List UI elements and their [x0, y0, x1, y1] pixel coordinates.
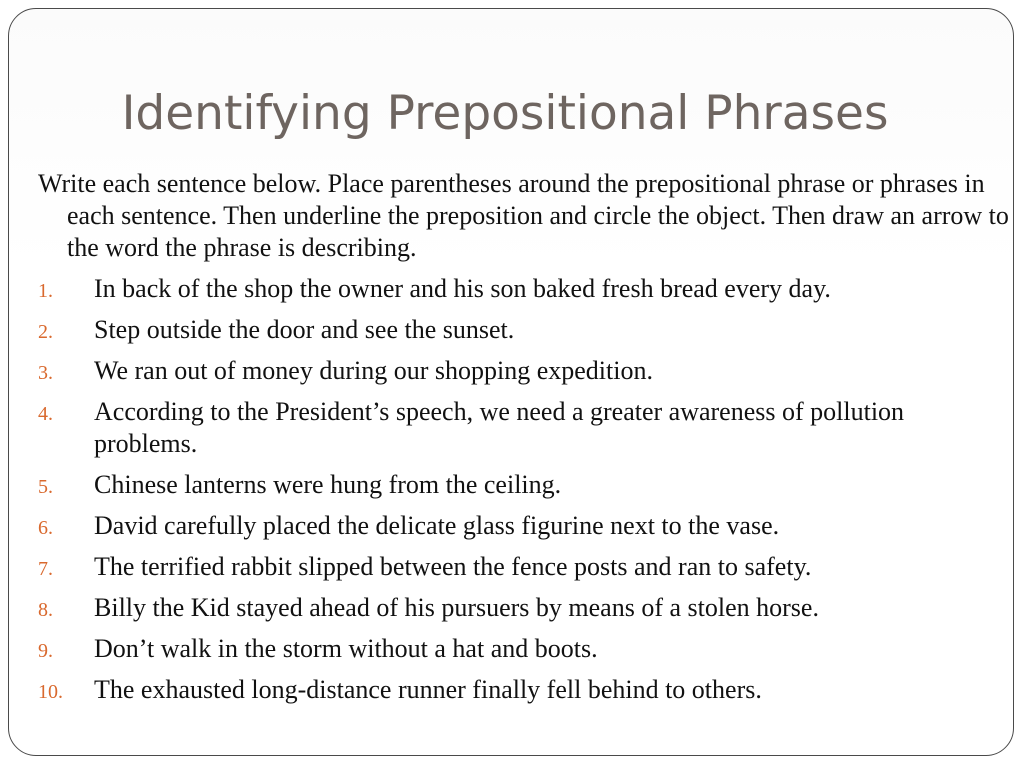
list-item-text: According to the President’s speech, we need a greater awareness of pollution problems.	[94, 397, 905, 458]
list-item-number: 10.	[38, 681, 63, 703]
list-item-text: Step outside the door and see the sunset.	[94, 315, 515, 344]
list-item	[0, 355, 1010, 387]
list-item-text: Billy the Kid stayed ahead of his pursuers by means of a stolen horse.	[94, 593, 819, 622]
list-item-number: 7.	[38, 558, 53, 580]
instructions-paragraph: Write each sentence below. Place parentheses around the prepositional phrase or phrases in each sentence. Then underline the preposition and circle the object. Then draw an arrow to the word the phrase is describing.	[38, 169, 1009, 262]
list-item	[0, 469, 1010, 501]
list-item-text: In back of the shop the owner and his son baked fresh bread every day.	[94, 274, 831, 303]
list-item-number: 6.	[38, 517, 53, 539]
list-item-text: The exhausted long-distance runner finally fell behind to others.	[94, 675, 762, 704]
list-item-number: 1.	[38, 280, 53, 302]
list-item-number: 9.	[38, 640, 53, 662]
list-item	[0, 674, 1010, 706]
list-item-text: We ran out of money during our shopping expedition.	[94, 356, 653, 385]
list-item-text: The terrified rabbit slipped between the fence posts and ran to safety.	[94, 552, 812, 581]
list-item	[0, 273, 1010, 305]
sentence-list	[0, 273, 1010, 715]
list-item-text: David carefully placed the delicate glass figurine next to the vase.	[94, 511, 780, 540]
list-item-text: Chinese lanterns were hung from the ceiling.	[94, 470, 562, 499]
list-item	[0, 510, 1010, 542]
list-item	[0, 314, 1010, 346]
list-item	[0, 396, 1010, 460]
list-item-number: 4.	[38, 403, 53, 425]
list-item	[0, 633, 1010, 665]
list-item-number: 8.	[38, 599, 53, 621]
list-item	[0, 592, 1010, 624]
list-item-number: 5.	[38, 476, 53, 498]
list-item	[0, 551, 1010, 583]
slide-title: Identifying Prepositional Phrases	[121, 86, 889, 141]
list-item-number: 3.	[38, 362, 53, 384]
list-item-number: 2.	[38, 321, 53, 343]
list-item-text: Don’t walk in the storm without a hat and boots.	[94, 634, 598, 663]
